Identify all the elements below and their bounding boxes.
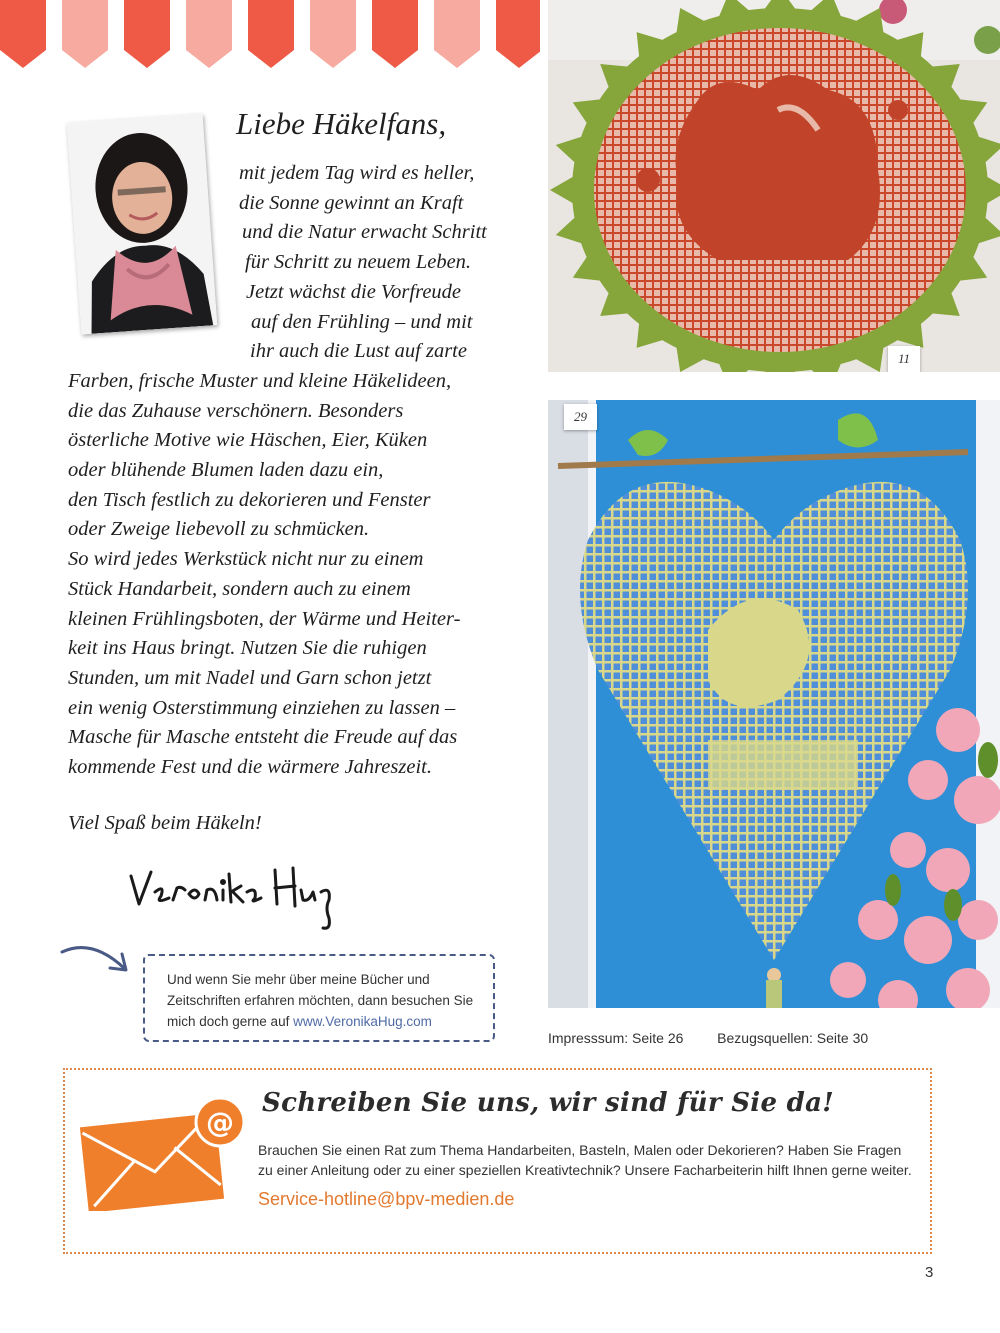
letter-line: kleinen Frühlingsboten, der Wärme und Heiter- — [68, 607, 461, 630]
pennant — [310, 0, 356, 68]
letter-greeting: Liebe Häkelfans, — [236, 106, 447, 141]
pennant — [124, 0, 170, 68]
contact-text-line: Brauchen Sie einen Rat zum Thema Handarbeiten, Basteln, Malen oder Dekorieren? Haben Sie Fragen — [258, 1142, 902, 1158]
letter-line: Masche für Masche entsteht die Freude auf das — [68, 726, 458, 749]
letter-line: Farben, frische Muster und kleine Häkelideen, — [68, 369, 452, 392]
pennant — [248, 0, 294, 68]
letter-line: den Tisch festlich zu dekorieren und Fenster — [68, 488, 431, 511]
letter-line: ein wenig Osterstimmung einziehen zu lassen – — [68, 696, 456, 719]
info-line — [167, 1014, 432, 1029]
page-references — [548, 1030, 868, 1046]
letter-line: oder Zweige liebevoll zu schmücken. — [68, 518, 370, 541]
pointer-arrow-icon — [58, 938, 138, 988]
pennant — [0, 0, 46, 68]
pennant — [496, 0, 540, 68]
page-ref-badge: 11 — [888, 346, 920, 372]
at-sign: @ — [206, 1106, 234, 1139]
letter-line: auf den Frühling – und mit — [251, 310, 473, 333]
heart-window-hanging-photo — [548, 400, 1000, 1008]
pennant — [186, 0, 232, 68]
letter-line: für Schritt zu neuem Leben. — [245, 251, 472, 274]
page-ref-badge: 29 — [564, 404, 597, 430]
letter-line: Stunden, um mit Nadel und Garn schon jetzt — [68, 666, 432, 689]
letter-line: die das Zuhause verschönern. Besonders — [68, 399, 404, 422]
impressum-ref: Impresssum: Seite 26 — [548, 1030, 684, 1046]
letter-line: kommende Fest und die wärmere Jahreszeit. — [68, 756, 432, 778]
letter-closing: Viel Spaß beim Häkeln! — [68, 812, 262, 834]
contact-heading: Schreiben Sie uns, wir sind für Sie da! — [262, 1088, 834, 1118]
letter-line: Jetzt wächst die Vorfreude — [246, 280, 462, 303]
author-info-box — [143, 954, 495, 1042]
letter-line: Stück Handarbeit, sondern auch zu einem — [68, 577, 411, 600]
bezugsquellen-ref: Bezugsquellen: Seite 30 — [717, 1030, 869, 1046]
letter-line: die Sonne gewinnt an Kraft — [239, 191, 464, 214]
info-line: Und wenn Sie mehr über meine Bücher und — [167, 972, 430, 987]
letter-line: oder blühende Blumen laden dazu ein, — [68, 459, 384, 481]
letter-line: und die Natur erwacht Schritt — [242, 221, 487, 244]
letter-line: österliche Motive wie Häschen, Eier, Küken — [68, 429, 428, 452]
contact-text-line: zu einer Anleitung oder zu einer speziellen Kreativtechnik? Unsere Facharbeiterin hilft Ihnen gerne weiter. — [258, 1162, 912, 1178]
pennant — [434, 0, 480, 68]
info-line-prefix: mich doch gerne auf — [167, 1014, 294, 1029]
letter-line: keit ins Haus bringt. Nutzen Sie die ruhigen — [68, 637, 427, 660]
info-line: Zeitschriften erfahren möchten, dann besuchen Sie — [167, 993, 474, 1008]
pennant — [372, 0, 418, 68]
page-number: 3 — [925, 1264, 934, 1281]
email-envelope-icon — [80, 1096, 250, 1211]
pennant-bunting — [0, 0, 540, 70]
website-link[interactable]: www.VeronikaHug.com — [293, 1014, 432, 1029]
bunny-doily-photo — [548, 0, 1000, 372]
letter-line: ihr auch die Lust auf zarte — [250, 340, 467, 363]
letter-line: So wird jedes Werkstück nicht nur zu einem — [68, 548, 424, 571]
contact-email-link[interactable]: Service-hotline@bpv-medien.de — [258, 1189, 515, 1209]
letter-line: mit jedem Tag wird es heller, — [239, 162, 475, 184]
handwritten-signature — [125, 856, 355, 936]
author-portrait — [67, 114, 217, 335]
pennant — [62, 0, 108, 68]
